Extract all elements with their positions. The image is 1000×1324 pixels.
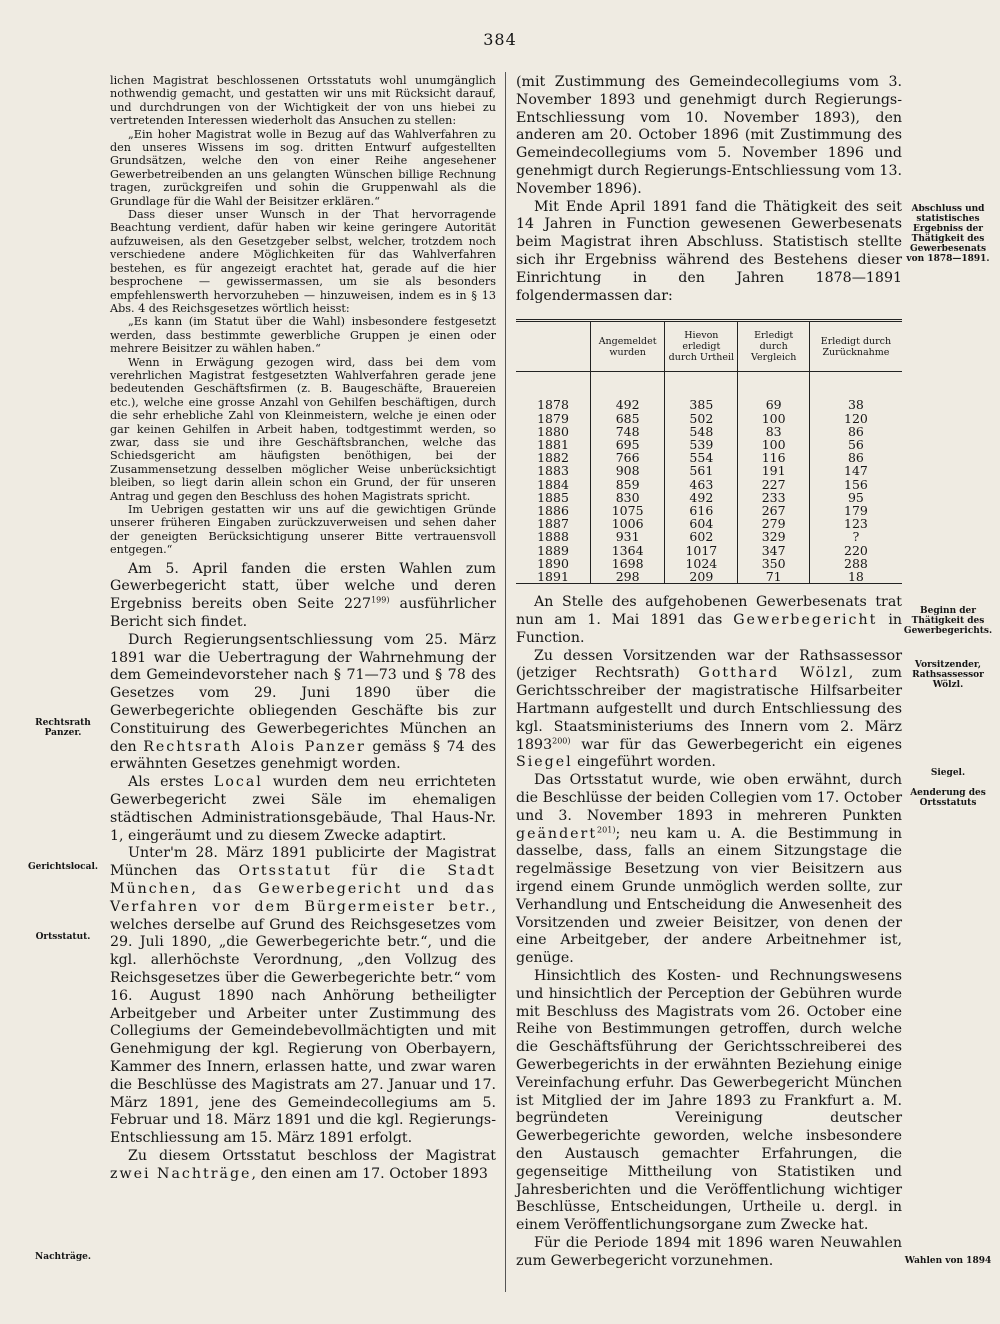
table-row: 1887 1006 604 279 123 — [516, 517, 902, 530]
paragraph-local: Als erstes Local wurden dem neu errichteten Gewerbegericht zwei Säle im ehemaligen städtischen Administrationsgebäude, Thal Haus-Nr. 1, eingeräumt und zu diesem Zwecke adaptirt. — [110, 774, 497, 844]
table-header-cell: Angemeldet wurden — [591, 321, 665, 372]
paragraph-rechnungswesen: Hinsichtlich des Kosten- und Rechnungswesens und hinsichtlich der Perception der Gebühren wurde mit Beschluss des Magistrats vom 26. October eine Reihe von Bestimmungen getroffen, durch welche die Geschäftsführung der Gerichtsschreiberei des Gewerbegerichts in der erwähnten Beziehung einige Vereinfachung erfuhr. Das Gewerbegericht München ist Mitglied der im Jahre 1893 zu Frankfurt a. M. begründeten Vereinigung deutscher Gewerbegerichte geworden, welche insbesondere den Austausch gemachter Erfahrungen, die gegenseitige Mittheilung von Statistiken und Jahresberichten und die Veröffentlichung wichtiger Beschlüsse, Entscheidungen, Urtheile u. dergl. in einem Veröffentlichungsorgane zum Zwecke hat. — [516, 967, 902, 1234]
margin-note-nachtraege: Nachträge. — [35, 1252, 91, 1262]
table-header-cell: Erledigt durch Vergleich — [738, 321, 809, 372]
table-row: 1885 830 492 233 95 — [516, 491, 902, 504]
table-row: 1888 931 602 329 ? — [516, 530, 902, 543]
table-row: 1880 748 548 83 86 — [516, 425, 902, 438]
margin-note-siegel: Siegel. — [930, 768, 966, 778]
table-header-cell: Hievon erledigt durch Urtheil — [665, 321, 738, 372]
paragraph-continuation: (mit Zustimmung des Gemeindecollegiums vom 3. November 1893 und genehmigt durch Regierungs-Entschliessung vom 10. November 1893), den anderen am 20. October 1896 (mit Zustimmung des Gemeindecollegiums vom 5. November 1896 und genehmigt durch Regierungs-Entschliessung vom 13. November 1896). — [516, 74, 902, 197]
quote-paragraph: Dass dieser unser Wunsch in der That hervorragende Beachtung verdient, dafür haben wir keine geringere Autorität aufzuweisen, als den Gesetzgeber selbst, welcher, trotzdem noch verschiedene andere Möglichkeiten für das Wahlverfahren bestehen, es für angezeigt erachtet hat, gerade auf die hier besprochene — gewissermassen, um sie als besonders empfehlenswerth hervorzuheben — hinzuweisen, indem es in § 13 Abs. 4 des Reichsgesetzes wörtlich heisst: — [110, 208, 496, 315]
right-column — [516, 74, 902, 1270]
margin-note-wahlen: Wahlen von 1894 — [904, 1256, 992, 1266]
table-row: 1882 766 554 116 86 — [516, 451, 902, 464]
quoted-petition — [110, 74, 496, 557]
margin-note-aenderung: Aenderung des Ortsstatuts — [910, 788, 986, 808]
quote-paragraph: „Ein hoher Magistrat wolle in Bezug auf das Wahlverfahren zu den unseres Wissens im sog. dritten Entwurf aufgestellten Grundsätzen, welche den von einer Reihe angesehener Gewerbetreibenden an uns gelangten Wünschen billige Rechnung tragen, zurückgreifen und sohin die Gruppenwahl als die Grundlage für die Wahl der Beisitzer erklären.“ — [110, 127, 496, 208]
table-header-cell: Erledigt durch Zurücknahme — [809, 321, 902, 372]
page-number: 384 — [483, 30, 517, 49]
margin-note-panzer: Rechtsrath Panzer. — [35, 718, 91, 738]
column-divider — [505, 72, 506, 1292]
margin-note-vorsitzender: Vorsitzender, Rathsassessor Wölzl. — [912, 660, 984, 690]
table-row: 1884 859 463 227 156 — [516, 478, 902, 491]
left-column — [110, 74, 496, 1184]
margin-note-local: Gerichtslocal. — [27, 862, 99, 872]
paragraph-aenderung: Das Ortsstatut wurde, wie oben erwähnt, durch die Beschlüsse der beiden Collegien vom 17. October und 3. November 1893 in mehreren Punkten geändert$^{201)}$; neu kam u. A. die Bestimmung in dasselbe, dass, falls an einem Sitzungstage die regelmässige Besetzung von vier Beisitzern aus irgend einem Grunde unmöglich werden sollte, zur Verhandlung und Entscheidung die Anwesenheit des Vorsitzenden und zweier Beisitzer, von denen der eine Arbeitgeber, der andere Arbeitnehmer ist, genüge. — [516, 772, 902, 967]
table-row: 1889 1364 1017 347 220 — [516, 544, 902, 557]
table-row: 1881 695 539 100 56 — [516, 438, 902, 451]
paragraph-panzer: Durch Regierungsentschliessung vom 25. März 1891 war die Uebertragung der Wahrnehmung der dem Gemeindevorsteher nach § 71—73 und § 78 des Gesetzes vom 29. Juni 1890 über die Gewerbegerichte obliegenden Geschäfte bis zur Constituirung des Gewerbegerichtes München an den Rechtsrath Alois Panzer gemäss § 74 des erwähnten Gesetzes genehmigt worden. — [110, 631, 496, 773]
table-header-row — [516, 321, 902, 372]
statistics-table — [516, 319, 902, 584]
margin-note-statut: Ortsstatut. — [35, 932, 91, 942]
table-row: 1891 298 209 71 18 — [516, 570, 902, 584]
paragraph-nachtraege: Zu diesem Ortsstatut beschloss der Magistrat zwei Nachträge, den einen am 17. October 1893 — [110, 1147, 496, 1182]
margin-note-beginn: Beginn der Thätigkeit des Gewerbegerichts. — [903, 606, 993, 636]
paragraph-ortsstatut: Unter'm 28. März 1891 publicirte der Magistrat München das Ortsstatut für die Stadt München, das Gewerbegericht und das Verfahren vor dem Bürgermeister betr., welches derselbe auf Grund des Reichsgesetzes vom 29. Juli 1890, „die Gewerbegerichte betr.“, und die kgl. allerhöchste Verordnung, „den Vollzug des Reichsgesetzes über die Gewerbegerichte betr.“ vom 16. August 1890 nach Anhörung betheiligter Arbeitgeber und Arbeiter unter Zustimmung des Collegiums der Gemeindebevollmächtigten und mit Genehmigung der kgl. Regierung von Oberbayern, Kammer des Innern, erlassen hatte, und zwar waren die Beschlüsse des Magistrats am 27. Januar und 17. März 1891, jene des Gemeindecollegiums am 5. Februar und 18. März 1891 und die kgl. Regierungs-Entschliessung am 15. März 1891 erfolgt. — [110, 845, 496, 1147]
margin-note-abschluss: Abschluss und statistisches Ergebniss der Thätigkeit des Gewerbesenats von 1878—1891. — [906, 204, 990, 264]
paragraph-vorsitzender: Zu dessen Vorsitzenden war der Rathsassessor (jetziger Rechtsrath) Gotthard Wölzl, zum Gerichtsschreiber der magistratische Hilfsarbeiter Hartmann aufgestellt und durch Entschliessung des kgl. Staatsministeriums des Innern vom 2. März 1893$^{200)}$ war für das Gewerbegericht ein eigenes Siegel eingeführt worden. — [516, 647, 902, 771]
paragraph-gewerbesenat: Mit Ende April 1891 fand die Thätigkeit des seit 14 Jahren in Function gewesenen Gewerbesenats beim Magistrat ihren Abschluss. Statistisch stellte sich ihr Ergebniss während des Bestehens dieser Einrichtung in den Jahren 1878—1891 folgendermassen dar: — [516, 198, 902, 304]
table-row: 1890 1698 1024 350 288 — [516, 557, 902, 570]
table-row: 1878 492 385 69 38 — [516, 372, 902, 412]
left-body — [110, 561, 496, 1184]
table-row: 1886 1075 616 267 179 — [516, 504, 902, 517]
quote-paragraph: lichen Magistrat beschlossenen Ortsstatuts wohl unumgänglich nothwendig gemacht, und gestatten wir uns mit Rücksicht darauf, und durchdrungen von der Wichtigkeit der von uns hiebei zu vertretenden Interessen wiederholt das Ansuchen zu stellen: — [110, 74, 496, 128]
table-row: 1879 685 502 100 120 — [516, 412, 902, 425]
paragraph-neuwahlen: Für die Periode 1894 mit 1896 waren Neuwahlen zum Gewerbegericht vorzunehmen. — [516, 1234, 902, 1269]
table-row: 1883 908 561 191 147 — [516, 464, 902, 477]
quote-paragraph: Wenn in Erwägung gezogen wird, dass bei dem vom verehrlichen Magistrat festgesetzten Wahlverfahren gerade jene bedeutenden Geschäftsfirmen (z. B. Baugeschäfte, Brauereien etc.), welche eine grosse Anzahl von Gehilfen beschäftigen, durch die sehr erhebliche Zahl von Kleinmeistern, welche je einen oder gar keinen Gehilfen in Arbeit haben, todtgestimmt werden, so zwar, dass sie und ihre Geschäftsbranchen, welche das Schiedsgericht am häufigsten benöthigen, bei der Zusammensetzung desselben möglicher Weise unberücksichtigt bleiben, so liegt darin allein schon ein Grund, der für unseren Antrag und gegen den Beschluss des hohen Magistrats spricht. — [110, 355, 496, 503]
paragraph-gewerbegericht: An Stelle des aufgehobenen Gewerbesenats trat nun am 1. Mai 1891 das Gewerbegericht in Function. — [516, 594, 903, 646]
quote-paragraph: „Es kann (im Statut über die Wahl) insbesondere festgesetzt werden, dass bestimmte gewerbliche Gruppen je einen oder mehrere Beisitzer zu wählen haben.“ — [110, 315, 496, 356]
quote-paragraph: Im Uebrigen gestatten wir uns auf die gewichtigen Gründe unserer früheren Eingaben zurückzuverweisen und sehen daher der geneigten Berücksichtigung unserer Bitte vertrauensvoll entgegen.“ — [110, 503, 496, 557]
table-header-cell — [516, 321, 591, 372]
paragraph-first-elections: Am 5. April fanden die ersten Wahlen zum Gewerbegericht statt, über welche und deren Ergebniss bereits oben Seite 227$^{199)}$ ausführlicher Bericht sich findet. — [110, 560, 497, 631]
